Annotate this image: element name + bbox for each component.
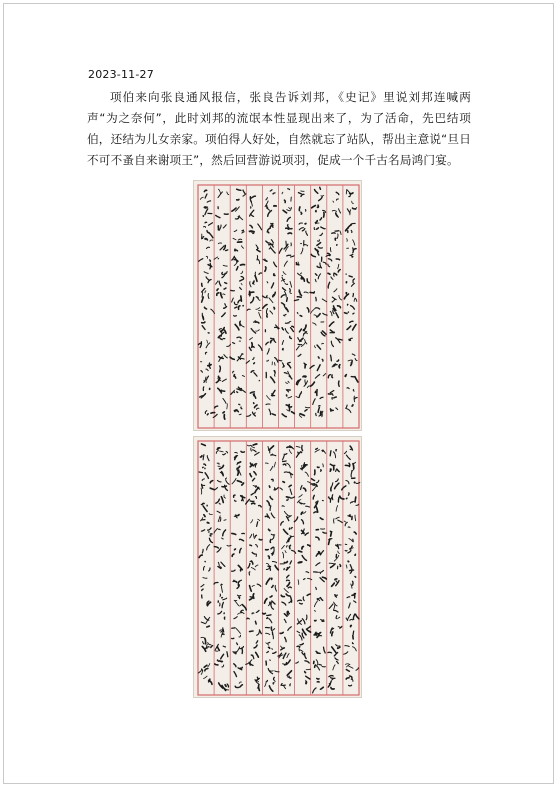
calligraphy-panel-bottom <box>193 436 362 698</box>
calligraphy-panel-top <box>193 180 362 431</box>
document-date: 2023-11-27 <box>88 68 154 81</box>
calligraphy-image-bottom <box>194 437 362 698</box>
body-paragraph: 项伯来向张良通风报信，张良告诉刘邦，《史记》里说刘邦连喊两声“为之奈何”，此时刘邦的流氓本性显现出来了，为了活命，先巴结项伯，还结为儿女亲家。项伯得人好处，自然就忘了站队，帮出主意说“旦日不可不蚤自来谢项王”，然后回营游说项羽，促成一个千古名局鸿门宴。 <box>87 90 471 167</box>
calligraphy-image-top <box>194 181 362 431</box>
